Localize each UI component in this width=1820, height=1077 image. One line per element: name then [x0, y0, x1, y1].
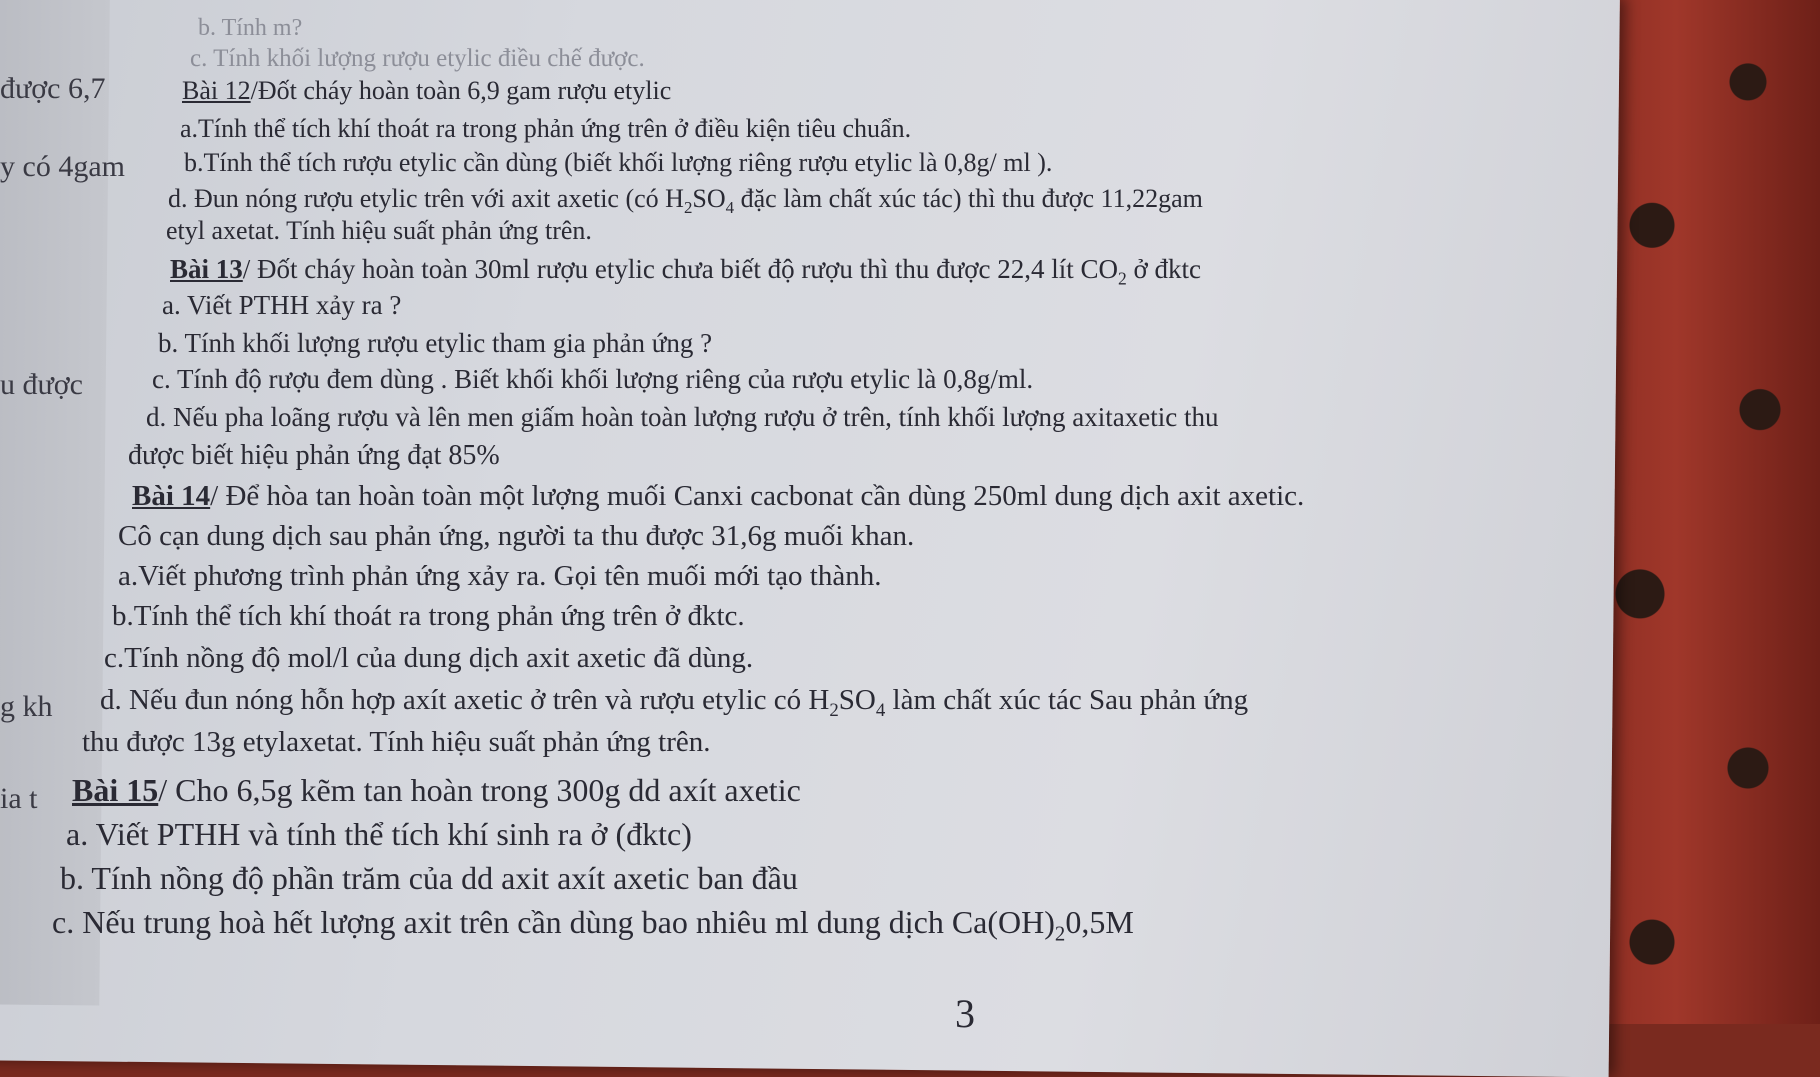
bai14-line2: Cô cạn dung dịch sau phản ứng, người ta thu được 31,6g muối khan. [118, 520, 915, 552]
bai14-text: / Để hòa tan hoàn toàn một lượng muối Canxi cacbonat cần dùng 250ml dung dịch axit axetic. [210, 480, 1305, 512]
bai14-c: c.Tính nồng độ mol/l của dung dịch axit axetic đã dùng. [104, 642, 754, 674]
bai12-text: /Đốt cháy hoàn toàn 6,9 gam rượu etylic [250, 76, 672, 105]
bai15-c [52, 906, 1134, 945]
bai13-title: Bài 13 [170, 254, 243, 284]
bai14-a: a.Viết phương trình phản ứng xảy ra. Gọi tên muối mới tạo thành. [118, 560, 882, 592]
bai15-c-text: c. Nếu trung hoà hết lượng axit trên cần dùng bao nhiêu ml dung dịch Ca(OH) [52, 904, 1055, 940]
subscript: 4 [875, 699, 886, 721]
subscript: 2 [1054, 922, 1066, 946]
bai12-heading [182, 78, 671, 104]
bai12-a: a.Tính thể tích khí thoát ra trong phản ứng trên ở điều kiện tiêu chuẩn. [180, 114, 912, 143]
margin-fragment: u được [0, 368, 83, 401]
bai14-b: b.Tính thể tích khí thoát ra trong phản ứng trên ở đktc. [112, 600, 745, 632]
subscript: 2 [1118, 268, 1127, 289]
bai15-c-text: 0,5M [1065, 904, 1134, 940]
bai13-c: c. Tính độ rượu đem dùng . Biết khối khối lượng riêng của rượu etylic là 0,8g/ml. [152, 364, 1034, 394]
bai13-d-line2: được biết hiệu phản ứng đạt 85% [128, 440, 500, 471]
bai12-b: b.Tính thể tích rượu etylic cần dùng (biết khối lượng riêng rượu etylic là 0,8g/ ml ). [184, 148, 1053, 177]
bai14-d [100, 686, 1248, 721]
bai15-text: / Cho 6,5g kẽm tan hoàn trong 300g dd axít axetic [158, 772, 801, 808]
bai12-d-text: d. Đun nóng rượu etylic trên với axit axetic (có H [168, 184, 684, 213]
bai14-title: Bài 14 [132, 480, 211, 512]
bai14-heading [132, 482, 1304, 511]
margin-fragment: được 6,7 [0, 72, 106, 105]
subscript: 4 [725, 198, 735, 218]
bai15-title: Bài 15 [72, 772, 159, 808]
bai13-heading [170, 256, 1201, 288]
margin-fragment: ia t [0, 782, 38, 815]
subscript: 2 [829, 699, 839, 721]
margin-fragment: y có 4gam [0, 150, 125, 183]
bai12-d-text: SO [692, 184, 726, 213]
faded-line-c: c. Tính khối lượng rượu etylic điều chế được. [190, 45, 645, 72]
bai14-d-text: SO [838, 684, 876, 716]
bai13-text: / Đốt cháy hoàn toàn 30ml rượu etylic chưa biết độ rượu thì thu được 22,4 lít CO [242, 254, 1118, 284]
bai13-a: a. Viết PTHH xảy ra ? [162, 290, 402, 320]
bai13-b: b. Tính khối lượng rượu etylic tham gia phản ứng ? [158, 328, 713, 358]
bai15-heading [72, 774, 801, 806]
bai15-a: a. Viết PTHH và tính thể tích khí sinh ra ở (đktc) [66, 816, 692, 852]
page-number: 3 [955, 991, 975, 1036]
bai14-d-line2: thu được 13g etylaxetat. Tính hiệu suất phản ứng trên. [82, 726, 711, 758]
bai12-d-line2: etyl axetat. Tính hiệu suất phản ứng trên. [166, 216, 592, 245]
faded-line-b: b. Tính m? [198, 15, 303, 41]
bai15-b: b. Tính nồng độ phần trăm của dd axit axít axetic ban đầu [60, 860, 798, 896]
bai13-text: ở đktc [1126, 254, 1202, 284]
bai13-d: d. Nếu pha loãng rượu và lên men giấm hoàn toàn lượng rượu ở trên, tính khối lượng axitaxetic thu [146, 402, 1219, 432]
bai14-d-text: d. Nếu đun nóng hỗn hợp axít axetic ở trên và rượu etylic có H [100, 684, 830, 716]
bai12-d [168, 186, 1203, 217]
bai12-title: Bài 12 [182, 76, 251, 105]
subscript: 2 [683, 198, 693, 218]
bai12-d-text: đặc làm chất xúc tác) thì thu được 11,22gam [734, 184, 1203, 213]
bai14-d-text: làm chất xúc tác Sau phản ứng [885, 684, 1249, 716]
margin-fragment: g kh [0, 690, 53, 723]
